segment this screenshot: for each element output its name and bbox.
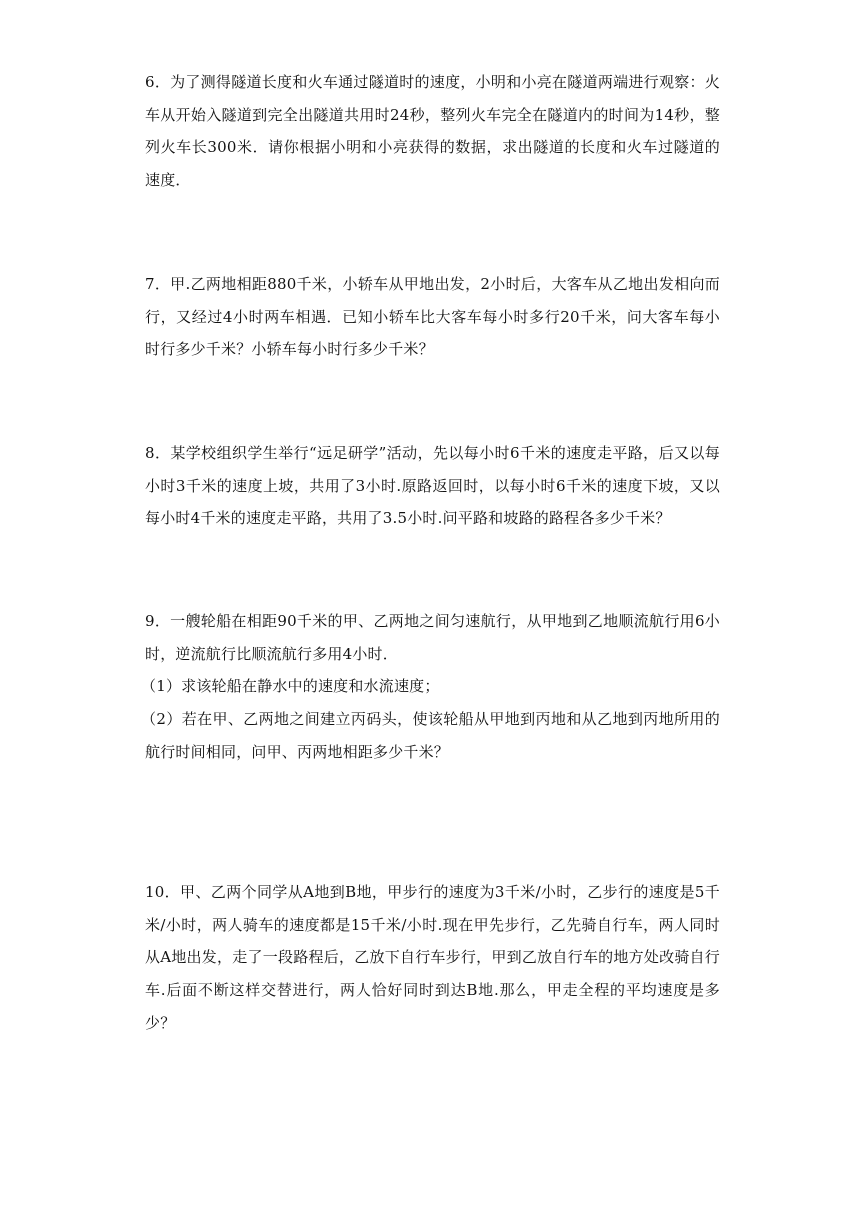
problem-10 <box>145 876 720 1040</box>
problem-10-text: 10．甲、乙两个同学从A地到B地，甲步行的速度为3千米/小时，乙步行的速度是5千米/小时，两人骑车的速度都是15千米/小时.现在甲先步行，乙先骑自行车，两人同时从A地出发，走了一段路程后，乙放下自行车步行，甲到乙放自行车的地方处改骑自行车.后面不断这样交替进行，两人恰好同时到达B地.那么，甲走全程的平均速度是多少？ <box>145 883 720 1032</box>
problem-8-text: 8．某学校组织学生举行“远足研学”活动，先以每小时6千米的速度走平路，后又以每小时3千米的速度上坡，共用了3小时.原路返回时，以每小时6千米的速度下坡，又以每小时4千米的速度走平路，共用了3.5小时.问平路和坡路的路程各多少千米？ <box>145 444 720 528</box>
problem-9-part-2: （2）若在甲、乙两地之间建立丙码头，使该轮船从甲地到丙地和从乙地到丙地所用的航行时间相同，问甲、丙两地相距多少千米？ <box>141 710 720 761</box>
problem-9-text: 9．一艘轮船在相距90千米的甲、乙两地之间匀速航行，从甲地到乙地顺流航行用6小时，逆流航行比顺流航行多用4小时． <box>145 612 720 663</box>
problem-6 <box>145 66 720 197</box>
problem-9 <box>141 605 720 769</box>
problem-7 <box>145 268 720 366</box>
problem-9-part-1: （1）求该轮船在静水中的速度和水流速度； <box>141 677 440 696</box>
problem-7-text: 7．甲.乙两地相距880千米，小轿车从甲地出发，2小时后，大客车从乙地出发相向而行，又经过4小时两车相遇．已知小轿车比大客车每小时多行20千米，问大客车每小时行多少千米？小轿车每小时行多少千米？ <box>145 275 720 359</box>
problem-8 <box>145 437 720 535</box>
problem-6-text: 6．为了测得隧道长度和火车通过隧道时的速度，小明和小亮在隧道两端进行观察：火车从开始入隧道到完全出隧道共用时24秒，整列火车完全在隧道内的时间为14秒，整列火车长300米．请你根据小明和小亮获得的数据，求出隧道的长度和火车过隧道的速度． <box>145 73 720 190</box>
